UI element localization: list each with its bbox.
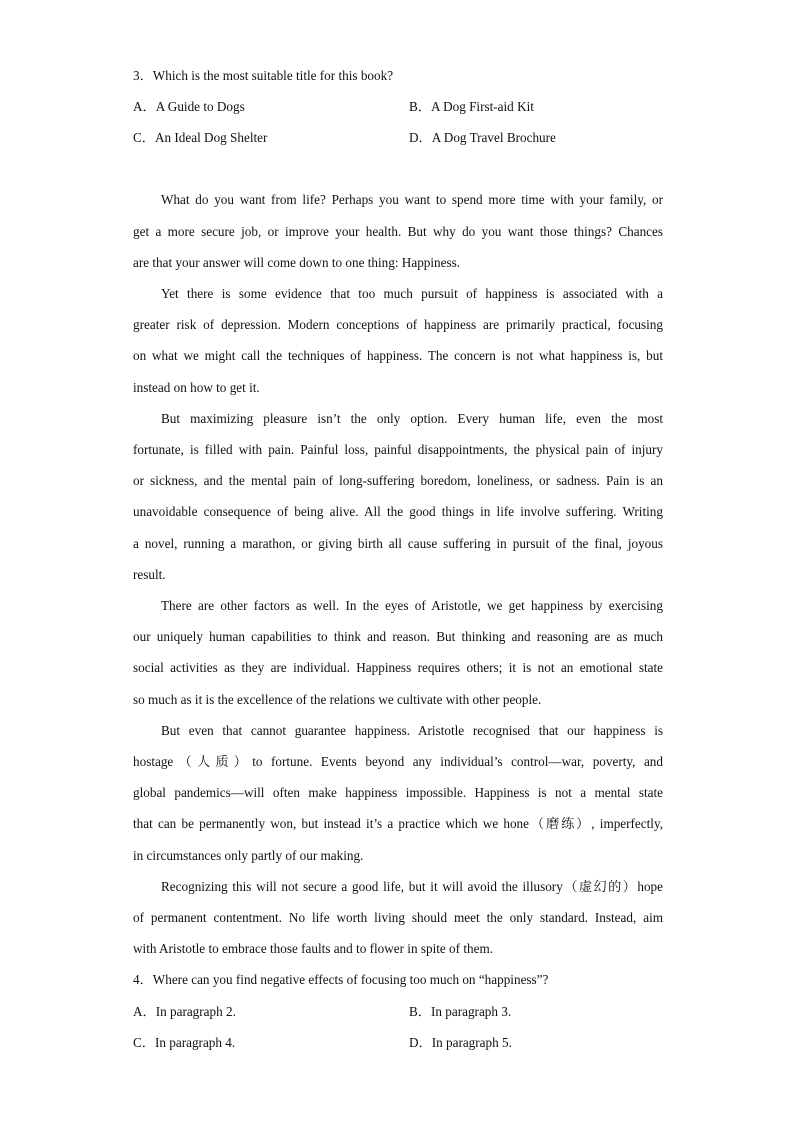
passage-line: result.: [133, 567, 166, 582]
passage-line: that can be permanently won, but instead it’s a practice which we hone（磨练）, imperfectly,: [133, 816, 663, 831]
passage-line: What do you want from life? Perhaps you want to spend more time with your family, or: [161, 192, 663, 207]
passage-line: But maximizing pleasure isn’t the only option. Every human life, even the most: [161, 411, 663, 426]
passage-line: a novel, running a marathon, or giving birth all cause suffering in pursuit of the final, joyous: [133, 536, 663, 551]
passage-line: instead on how to get it.: [133, 380, 260, 395]
passage-line: unavoidable consequence of being alive. All the good things in life involve suffering. Writing: [133, 504, 663, 519]
passage-line: social activities as they are individual. Happiness requires others; it is not an emotional state: [133, 660, 663, 675]
passage-line: of permanent contentment. No life worth living should meet the only standard. Instead, aim: [133, 910, 663, 925]
passage-line: with Aristotle to embrace those faults and to flower in spite of them.: [133, 941, 494, 956]
question-3: 3．Which is the most suitable title for this book?: [133, 68, 394, 83]
passage-line: Recognizing this will not secure a good life, but it will avoid the illusory（虚幻的）hope: [161, 879, 663, 894]
q3-option-c: C．An Ideal Dog Shelter: [133, 130, 268, 145]
passage-line: our uniquely human capabilities to think and reason. But thinking and reasoning are as much: [133, 629, 663, 644]
q3-option-b: B．A Dog First-aid Kit: [409, 99, 534, 114]
q3-option-a: A．A Guide to Dogs: [133, 99, 245, 114]
passage-line: Yet there is some evidence that too much pursuit of happiness is associated with a: [161, 286, 663, 301]
passage-line: But even that cannot guarantee happiness. Aristotle recognised that our happiness is: [161, 723, 663, 738]
q3-option-d: D．A Dog Travel Brochure: [409, 130, 556, 145]
passage-line: fortunate, is filled with pain. Painful loss, painful disappointments, the physical pain of injury: [133, 442, 663, 457]
passage-line: or sickness, and the mental pain of long-suffering boredom, loneliness, or sadness. Pain is an: [133, 473, 663, 488]
question-4: 4．Where can you find negative effects of focusing too much on “happiness”?: [133, 972, 549, 987]
q4-option-d: D．In paragraph 5.: [409, 1035, 512, 1050]
passage-line: hostage（人质）to fortune. Events beyond any individual’s control—war, poverty, and: [133, 754, 663, 769]
q4-option-b: B．In paragraph 3.: [409, 1004, 512, 1019]
passage-line: get a more secure job, or improve your health. But why do you want those things? Chances: [133, 224, 663, 239]
passage-line: so much as it is the excellence of the relations we cultivate with other people.: [133, 692, 542, 707]
q4-option-a: A．In paragraph 2.: [133, 1004, 236, 1019]
passage-line: global pandemics—will often make happiness impossible. Happiness is not a mental state: [133, 785, 663, 800]
q4-option-c: C．In paragraph 4.: [133, 1035, 236, 1050]
passage-line: on what we might call the techniques of happiness. The concern is not what happiness is, but: [133, 348, 663, 363]
passage-line: are that your answer will come down to one thing: Happiness.: [133, 255, 461, 270]
passage-line: greater risk of depression. Modern conceptions of happiness are primarily practical, focusing: [133, 317, 663, 332]
passage-line: in circumstances only partly of our making.: [133, 848, 364, 863]
passage-line: There are other factors as well. In the eyes of Aristotle, we get happiness by exercising: [161, 598, 663, 613]
